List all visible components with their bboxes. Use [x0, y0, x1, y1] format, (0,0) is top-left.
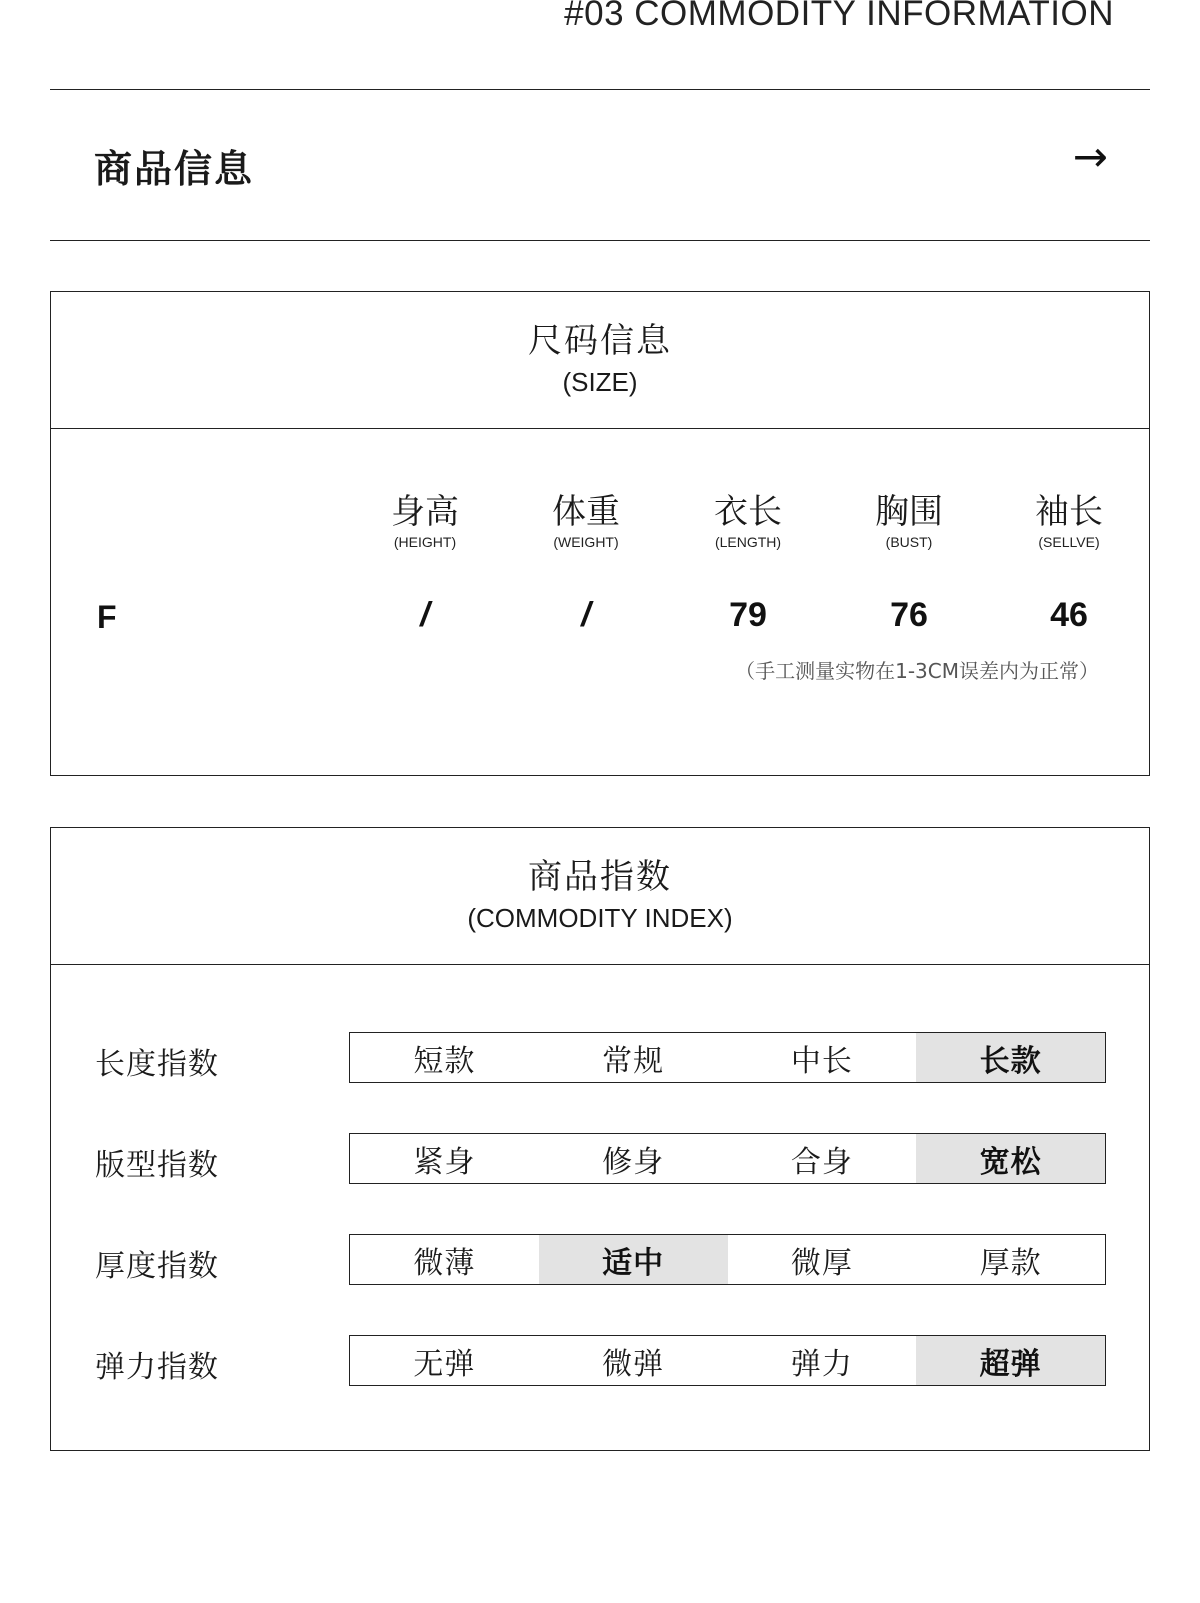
- index-row-label: 版型指数: [95, 1148, 219, 1183]
- index-option: 弹力: [790, 1346, 853, 1382]
- column-height: [355, 492, 495, 550]
- index-option: 厚款: [979, 1245, 1042, 1281]
- size-row-label: F: [97, 599, 117, 635]
- page-title: 商品信息: [94, 147, 255, 191]
- size-value-sleeve: 46: [1050, 596, 1088, 634]
- column-title: 衣长: [714, 492, 782, 532]
- size-value-bust: 76: [890, 596, 928, 634]
- size-value-weight: /: [581, 596, 591, 634]
- size-info-panel: [50, 291, 1150, 776]
- size-value-height: /: [420, 596, 430, 634]
- size-panel-header: [51, 292, 1149, 429]
- column-weight: [516, 492, 656, 550]
- index-option: 修身: [602, 1144, 665, 1180]
- size-panel-title: 尺码信息: [528, 321, 672, 361]
- index-option-selected: 适中: [539, 1235, 728, 1284]
- index-row: [51, 1335, 1149, 1387]
- index-scale: [349, 1032, 1106, 1083]
- column-title: 袖长: [1035, 492, 1103, 532]
- index-option: 合身: [790, 1144, 853, 1180]
- index-scale: [349, 1234, 1106, 1285]
- measurement-note: （手工测量实物在1-3CM误差内为正常）: [735, 659, 1099, 683]
- column-subtitle: (HEIGHT): [393, 534, 457, 550]
- index-panel-subtitle: (COMMODITY INDEX): [467, 903, 733, 933]
- index-row: [51, 1234, 1149, 1286]
- index-row: [51, 1133, 1149, 1185]
- index-scale: [349, 1335, 1106, 1386]
- index-row-label: 长度指数: [95, 1047, 219, 1082]
- index-option: 微厚: [790, 1245, 853, 1281]
- index-option: 短款: [413, 1043, 476, 1079]
- size-value-length: 79: [729, 596, 767, 634]
- index-option: 紧身: [413, 1144, 476, 1180]
- index-option: 常规: [602, 1043, 665, 1079]
- index-row: [51, 1032, 1149, 1084]
- index-scale: [349, 1133, 1106, 1184]
- column-title: 胸围: [875, 492, 943, 532]
- column-bust: [839, 492, 979, 550]
- index-option-selected: 超弹: [916, 1336, 1105, 1385]
- index-option: 中长: [790, 1043, 853, 1079]
- index-option: 无弹: [413, 1346, 476, 1382]
- index-option: 微薄: [413, 1245, 476, 1281]
- column-subtitle: (WEIGHT): [553, 534, 619, 550]
- column-subtitle: (SELLVE): [1038, 534, 1100, 550]
- index-row-label: 弹力指数: [95, 1350, 219, 1385]
- index-panel-header: [51, 828, 1149, 965]
- column-title: 体重: [552, 492, 620, 532]
- heading-divider: [50, 240, 1150, 241]
- column-title: 身高: [391, 492, 459, 532]
- index-option-selected: 长款: [916, 1033, 1105, 1082]
- index-option-selected: 宽松: [916, 1134, 1105, 1183]
- commodity-index-panel: [50, 827, 1150, 1451]
- section-tag: #03 COMMODITY INFORMATION: [564, 0, 1114, 33]
- column-subtitle: (BUST): [885, 534, 933, 550]
- column-subtitle: (LENGTH): [714, 534, 782, 550]
- index-row-label: 厚度指数: [95, 1249, 219, 1284]
- column-sleeve: [999, 492, 1139, 550]
- column-length: [678, 492, 818, 550]
- top-divider: [50, 89, 1150, 90]
- index-option: 微弹: [602, 1346, 665, 1382]
- size-panel-subtitle: (SIZE): [562, 367, 638, 397]
- index-panel-title: 商品指数: [528, 857, 672, 897]
- arrow-right-icon[interactable]: →: [1072, 132, 1108, 181]
